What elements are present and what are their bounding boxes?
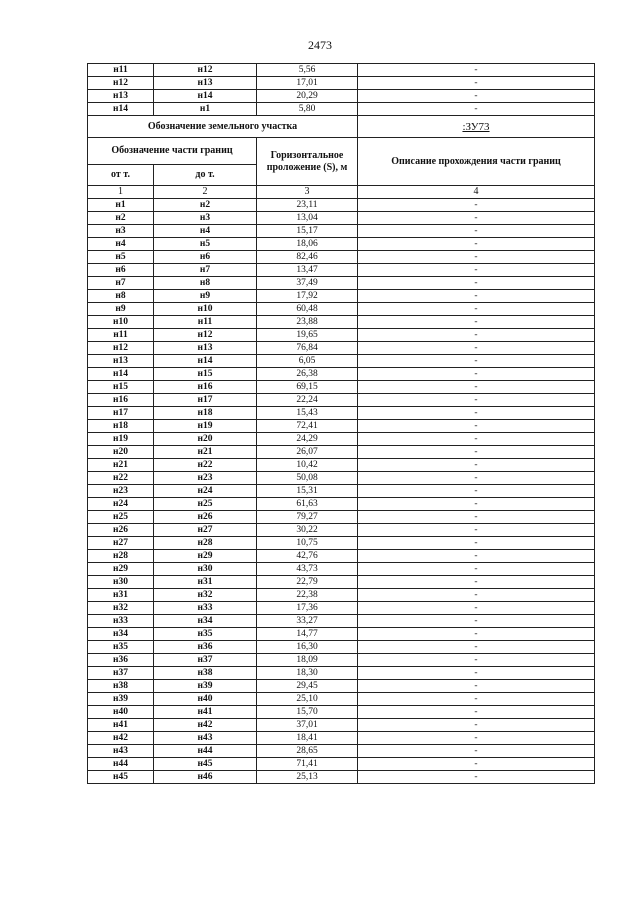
cell-description: - <box>358 576 595 589</box>
table-row <box>88 251 595 264</box>
cell-distance: 14,77 <box>257 628 358 641</box>
cell-description: - <box>358 381 595 394</box>
cell-from: н35 <box>88 641 154 654</box>
cell-description: - <box>358 90 595 103</box>
cell-to: н41 <box>154 706 257 719</box>
cell-distance: 37,49 <box>257 277 358 290</box>
cell-distance: 15,31 <box>257 485 358 498</box>
column-number: 3 <box>257 186 358 199</box>
table-row <box>88 771 595 784</box>
cell-from: н32 <box>88 602 154 615</box>
table-row <box>88 433 595 446</box>
cell-distance: 22,38 <box>257 589 358 602</box>
cell-description: - <box>358 485 595 498</box>
cell-to: н25 <box>154 498 257 511</box>
cell-description: - <box>358 199 595 212</box>
cell-description: - <box>358 693 595 706</box>
cell-to: н15 <box>154 368 257 381</box>
table-row <box>88 303 595 316</box>
cell-description: - <box>358 368 595 381</box>
cell-to: н42 <box>154 719 257 732</box>
cell-from: н28 <box>88 550 154 563</box>
cell-to: н37 <box>154 654 257 667</box>
cell-from: н1 <box>88 199 154 212</box>
cell-distance: 61,63 <box>257 498 358 511</box>
cell-distance: 13,04 <box>257 212 358 225</box>
cell-description: - <box>358 420 595 433</box>
cell-distance: 22,24 <box>257 394 358 407</box>
cell-to: н5 <box>154 238 257 251</box>
cell-from: н45 <box>88 771 154 784</box>
cell-description: - <box>358 459 595 472</box>
cell-to: н28 <box>154 537 257 550</box>
cell-distance: 18,09 <box>257 654 358 667</box>
table-row <box>88 732 595 745</box>
table-row <box>88 550 595 563</box>
cell-description: - <box>358 706 595 719</box>
cell-description: - <box>358 524 595 537</box>
cell-description: - <box>358 550 595 563</box>
cell-description: - <box>358 628 595 641</box>
cell-description: - <box>358 394 595 407</box>
cell-distance: 13,47 <box>257 264 358 277</box>
cell-from: н41 <box>88 719 154 732</box>
cell-from: н24 <box>88 498 154 511</box>
cell-description: - <box>358 602 595 615</box>
cell-distance: 33,27 <box>257 615 358 628</box>
table-row <box>88 537 595 550</box>
cell-description: - <box>358 745 595 758</box>
cell-distance: 23,11 <box>257 199 358 212</box>
cell-distance: 60,48 <box>257 303 358 316</box>
cell-description: - <box>358 264 595 277</box>
cell-description: - <box>358 771 595 784</box>
cell-to: н26 <box>154 511 257 524</box>
cell-to: н21 <box>154 446 257 459</box>
cell-description: - <box>358 212 595 225</box>
cell-from: н16 <box>88 394 154 407</box>
cell-from: н27 <box>88 537 154 550</box>
table-row <box>88 342 595 355</box>
cell-from: н5 <box>88 251 154 264</box>
cell-to: н17 <box>154 394 257 407</box>
cell-from: н19 <box>88 433 154 446</box>
boundary-table <box>87 63 595 784</box>
table-row <box>88 511 595 524</box>
cell-description: - <box>358 277 595 290</box>
cell-description: - <box>358 589 595 602</box>
cell-to: н20 <box>154 433 257 446</box>
table-row <box>88 238 595 251</box>
cell-description: - <box>358 446 595 459</box>
cell-distance: 25,13 <box>257 771 358 784</box>
cell-from: н11 <box>88 64 154 77</box>
cell-from: н13 <box>88 355 154 368</box>
cell-distance: 42,76 <box>257 550 358 563</box>
table-row <box>88 316 595 329</box>
cell-from: н20 <box>88 446 154 459</box>
cell-to: н16 <box>154 381 257 394</box>
cell-distance: 19,65 <box>257 329 358 342</box>
cell-description: - <box>358 103 595 116</box>
table-row <box>88 680 595 693</box>
cell-to: н45 <box>154 758 257 771</box>
table-row <box>88 368 595 381</box>
cell-to: н39 <box>154 680 257 693</box>
cell-description: - <box>358 407 595 420</box>
cell-distance: 28,65 <box>257 745 358 758</box>
cell-from: н11 <box>88 329 154 342</box>
cell-from: н7 <box>88 277 154 290</box>
cell-distance: 16,30 <box>257 641 358 654</box>
cell-description: - <box>358 342 595 355</box>
cell-from: н42 <box>88 732 154 745</box>
cell-distance: 23,88 <box>257 316 358 329</box>
table-row <box>88 407 595 420</box>
cell-from: н13 <box>88 90 154 103</box>
section-value: :ЗУ73 <box>358 116 595 138</box>
cell-distance: 30,22 <box>257 524 358 537</box>
cell-to: н6 <box>154 251 257 264</box>
cell-from: н12 <box>88 77 154 90</box>
cell-to: н19 <box>154 420 257 433</box>
cell-to: н11 <box>154 316 257 329</box>
cell-description: - <box>358 433 595 446</box>
cell-to: н34 <box>154 615 257 628</box>
cell-description: - <box>358 238 595 251</box>
table-row <box>88 277 595 290</box>
cell-from: н37 <box>88 667 154 680</box>
cell-from: н10 <box>88 316 154 329</box>
table-row <box>88 290 595 303</box>
cell-to: н35 <box>154 628 257 641</box>
cell-from: н43 <box>88 745 154 758</box>
table-row <box>88 706 595 719</box>
cell-distance: 50,08 <box>257 472 358 485</box>
cell-description: - <box>358 758 595 771</box>
cell-from: н31 <box>88 589 154 602</box>
table-row <box>88 472 595 485</box>
cell-description: - <box>358 732 595 745</box>
cell-from: н22 <box>88 472 154 485</box>
cell-distance: 24,29 <box>257 433 358 446</box>
cell-description: - <box>358 654 595 667</box>
cell-to: н3 <box>154 212 257 225</box>
table-row <box>88 745 595 758</box>
cell-from: н34 <box>88 628 154 641</box>
cell-distance: 69,15 <box>257 381 358 394</box>
table-row <box>88 212 595 225</box>
header-part: Обозначение части границ <box>88 138 257 165</box>
cell-description: - <box>358 225 595 238</box>
cell-to: н18 <box>154 407 257 420</box>
cell-to: н22 <box>154 459 257 472</box>
data-rows <box>88 199 595 784</box>
cell-distance: 76,84 <box>257 342 358 355</box>
cell-from: н21 <box>88 459 154 472</box>
cell-distance: 20,29 <box>257 90 358 103</box>
cell-from: н39 <box>88 693 154 706</box>
cell-to: н44 <box>154 745 257 758</box>
table-row <box>88 381 595 394</box>
table-row <box>88 641 595 654</box>
cell-from: н23 <box>88 485 154 498</box>
cell-description: - <box>358 615 595 628</box>
top-rows <box>88 64 595 116</box>
cell-to: н9 <box>154 290 257 303</box>
table-row <box>88 576 595 589</box>
table-row <box>88 693 595 706</box>
cell-distance: 17,01 <box>257 77 358 90</box>
cell-to: н32 <box>154 589 257 602</box>
cell-to: н14 <box>154 355 257 368</box>
cell-description: - <box>358 667 595 680</box>
cell-distance: 26,38 <box>257 368 358 381</box>
cell-description: - <box>358 64 595 77</box>
section-header <box>88 116 595 199</box>
table-row <box>88 64 595 77</box>
table-row <box>88 615 595 628</box>
table-row <box>88 103 595 116</box>
cell-to: н46 <box>154 771 257 784</box>
cell-to: н36 <box>154 641 257 654</box>
cell-description: - <box>358 303 595 316</box>
page-number: 2473 <box>308 38 332 52</box>
table-row <box>88 264 595 277</box>
cell-from: н3 <box>88 225 154 238</box>
cell-from: н14 <box>88 368 154 381</box>
cell-from: н26 <box>88 524 154 537</box>
header-description: Описание прохождения части границ <box>358 138 595 186</box>
cell-from: н14 <box>88 103 154 116</box>
cell-distance: 37,01 <box>257 719 358 732</box>
column-number: 1 <box>88 186 154 199</box>
cell-from: н2 <box>88 212 154 225</box>
cell-from: н40 <box>88 706 154 719</box>
table-row <box>88 394 595 407</box>
cell-from: н4 <box>88 238 154 251</box>
cell-description: - <box>358 251 595 264</box>
cell-distance: 18,30 <box>257 667 358 680</box>
cell-from: н18 <box>88 420 154 433</box>
cell-to: н1 <box>154 103 257 116</box>
cell-description: - <box>358 641 595 654</box>
cell-distance: 79,27 <box>257 511 358 524</box>
table-row <box>88 90 595 103</box>
cell-to: н31 <box>154 576 257 589</box>
cell-to: н33 <box>154 602 257 615</box>
cell-to: н8 <box>154 277 257 290</box>
cell-distance: 5,56 <box>257 64 358 77</box>
cell-distance: 15,43 <box>257 407 358 420</box>
cell-description: - <box>358 355 595 368</box>
cell-from: н9 <box>88 303 154 316</box>
cell-from: н8 <box>88 290 154 303</box>
cell-to: н12 <box>154 64 257 77</box>
cell-to: н14 <box>154 90 257 103</box>
cell-to: н13 <box>154 77 257 90</box>
cell-to: н30 <box>154 563 257 576</box>
table-row <box>88 329 595 342</box>
cell-to: н7 <box>154 264 257 277</box>
table-row <box>88 758 595 771</box>
cell-from: н30 <box>88 576 154 589</box>
cell-to: н2 <box>154 199 257 212</box>
cell-description: - <box>358 719 595 732</box>
cell-distance: 43,73 <box>257 563 358 576</box>
table-row <box>88 667 595 680</box>
table-row <box>88 589 595 602</box>
table-row <box>88 628 595 641</box>
cell-from: н44 <box>88 758 154 771</box>
cell-to: н27 <box>154 524 257 537</box>
cell-description: - <box>358 329 595 342</box>
cell-to: н38 <box>154 667 257 680</box>
cell-distance: 15,17 <box>257 225 358 238</box>
table-row <box>88 498 595 511</box>
table-row <box>88 420 595 433</box>
cell-from: н15 <box>88 381 154 394</box>
cell-description: - <box>358 77 595 90</box>
cell-to: н29 <box>154 550 257 563</box>
header-to: до т. <box>154 165 257 186</box>
cell-description: - <box>358 680 595 693</box>
cell-distance: 25,10 <box>257 693 358 706</box>
cell-distance: 18,06 <box>257 238 358 251</box>
cell-description: - <box>358 537 595 550</box>
cell-description: - <box>358 563 595 576</box>
cell-distance: 71,41 <box>257 758 358 771</box>
table-row <box>88 225 595 238</box>
cell-to: н13 <box>154 342 257 355</box>
table-row <box>88 485 595 498</box>
table-row <box>88 446 595 459</box>
cell-distance: 26,07 <box>257 446 358 459</box>
table-row <box>88 719 595 732</box>
cell-distance: 10,42 <box>257 459 358 472</box>
table-row <box>88 355 595 368</box>
cell-to: н23 <box>154 472 257 485</box>
cell-to: н4 <box>154 225 257 238</box>
table-row <box>88 199 595 212</box>
cell-distance: 18,41 <box>257 732 358 745</box>
table-row <box>88 602 595 615</box>
cell-from: н33 <box>88 615 154 628</box>
header-from: от т. <box>88 165 154 186</box>
column-number: 2 <box>154 186 257 199</box>
column-number: 4 <box>358 186 595 199</box>
table-row <box>88 459 595 472</box>
table-row <box>88 77 595 90</box>
cell-distance: 22,79 <box>257 576 358 589</box>
cell-from: н17 <box>88 407 154 420</box>
cell-description: - <box>358 472 595 485</box>
cell-from: н12 <box>88 342 154 355</box>
table-row <box>88 563 595 576</box>
cell-from: н6 <box>88 264 154 277</box>
cell-description: - <box>358 290 595 303</box>
cell-to: н10 <box>154 303 257 316</box>
cell-description: - <box>358 498 595 511</box>
cell-distance: 15,70 <box>257 706 358 719</box>
section-label: Обозначение земельного участка <box>88 116 358 138</box>
cell-to: н24 <box>154 485 257 498</box>
cell-distance: 29,45 <box>257 680 358 693</box>
cell-from: н36 <box>88 654 154 667</box>
cell-description: - <box>358 511 595 524</box>
cell-distance: 17,36 <box>257 602 358 615</box>
cell-distance: 82,46 <box>257 251 358 264</box>
cell-from: н38 <box>88 680 154 693</box>
header-distance: Горизонтальное проложение (S), м <box>257 138 358 186</box>
cell-distance: 10,75 <box>257 537 358 550</box>
cell-distance: 17,92 <box>257 290 358 303</box>
table-row <box>88 524 595 537</box>
cell-to: н43 <box>154 732 257 745</box>
cell-distance: 6,05 <box>257 355 358 368</box>
cell-distance: 72,41 <box>257 420 358 433</box>
cell-from: н29 <box>88 563 154 576</box>
cell-to: н40 <box>154 693 257 706</box>
cell-from: н25 <box>88 511 154 524</box>
cell-to: н12 <box>154 329 257 342</box>
table-row <box>88 654 595 667</box>
cell-distance: 5,80 <box>257 103 358 116</box>
cell-description: - <box>358 316 595 329</box>
